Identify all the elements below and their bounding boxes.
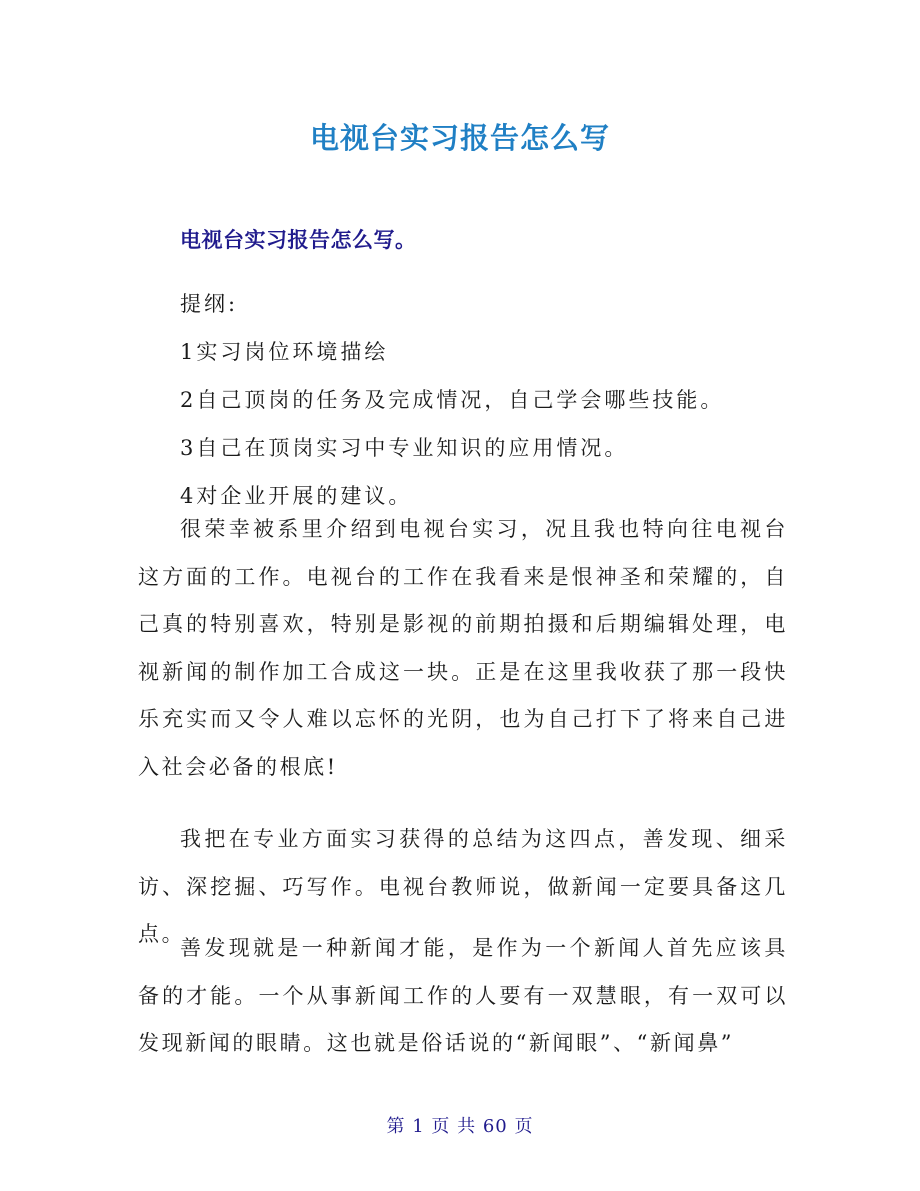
body-paragraph: 很荣幸被系里介绍到电视台实习，况且我也特向往电视台这方面的工作。电视台的工作在我看来是恨神圣和荣耀的，自己真的特别喜欢，特别是影视的前期拍摄和后期编辑处理，电视新闻的制作加工合成这一块。正是在这里我收获了那一段快乐充实而又令人难以忘怀的光阴，也为自己打下了将来自己进入社会必备的根底! — [138, 517, 788, 779]
outline-item: 3自己在顶岗实习中专业知识的应用情况。 — [180, 436, 629, 460]
outline-heading: 提纲: — [180, 292, 239, 316]
outline-item: 1实习岗位环境描绘 — [180, 340, 389, 364]
body-paragraph: 我把在专业方面实习获得的总结为这四点，善发现、细采访、深挖掘、巧写作。电视台教师说，做新闻一定要具备这几点。 — [138, 827, 788, 946]
page-footer: 第 1 页 共 60 页 — [386, 1116, 534, 1137]
document-subtitle: 电视台实习报告怎么写。 — [180, 228, 417, 252]
outline-item: 4对企业开展的建议。 — [180, 484, 413, 508]
outline-item: 2自己顶岗的任务及完成情况，自己学会哪些技能。 — [180, 388, 725, 412]
outline-list — [180, 280, 724, 520]
document-title: 电视台实习报告怎么写 — [309, 121, 610, 155]
body-paragraph: 善发现就是一种新闻才能，是作为一个新闻人首先应该具备的才能。一个从事新闻工作的人要有一双慧眼，有一双可以发现新闻的眼睛。这也就是俗话说的“新闻眼”、“新闻鼻” — [138, 936, 788, 1055]
